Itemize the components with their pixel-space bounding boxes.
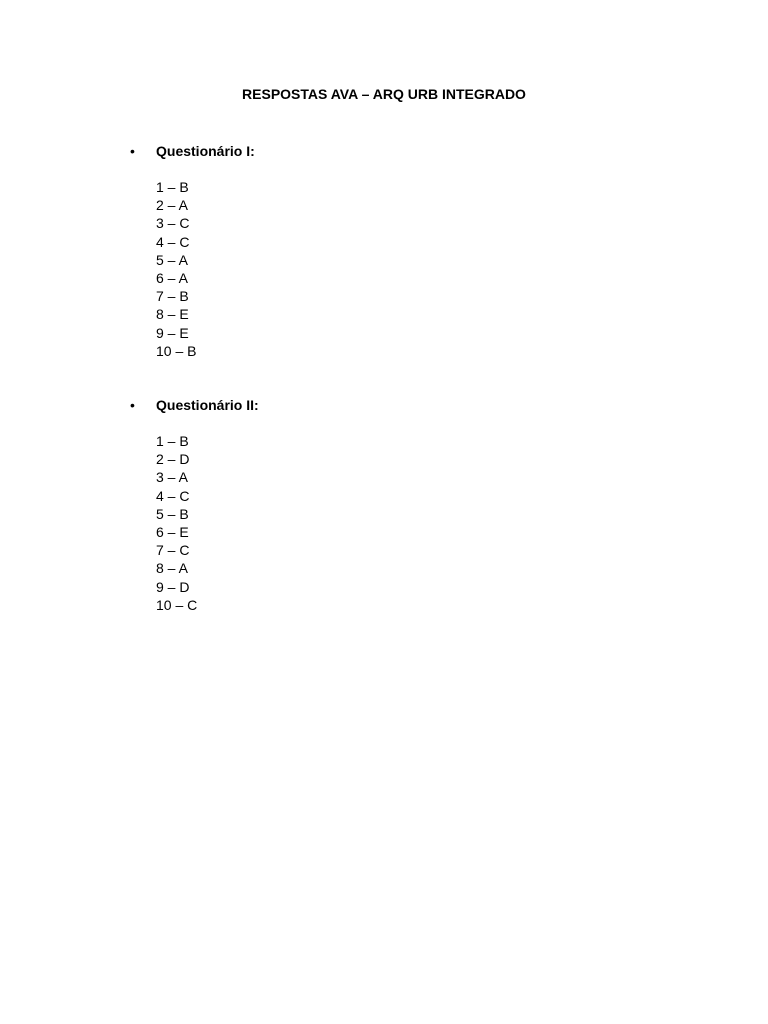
bullet-icon: • — [130, 143, 135, 159]
questionnaire-section-2 — [0, 396, 768, 613]
answer-item: 4 – C — [156, 487, 190, 504]
answer-item: 7 – C — [156, 542, 190, 559]
answer-item: 6 – E — [156, 524, 189, 541]
section-heading-text: Questionário II: — [156, 397, 259, 413]
answer-item: 4 – C — [156, 233, 190, 250]
answer-item: 8 – E — [156, 306, 189, 323]
section-heading — [0, 396, 768, 414]
answer-item: 2 – D — [156, 451, 190, 468]
answer-item: 3 – C — [156, 215, 190, 232]
answer-item: 10 – B — [156, 342, 197, 359]
answer-item: 1 – B — [156, 179, 189, 195]
document-title: RESPOSTAS AVA – ARQ URB INTEGRADO — [242, 86, 526, 102]
answer-item: 5 – B — [156, 505, 189, 522]
answer-item: 3 – A — [156, 469, 188, 486]
answer-list — [156, 178, 196, 360]
answer-item: 1 – B — [156, 433, 189, 449]
section-heading — [0, 142, 768, 160]
answer-item: 6 – A — [156, 270, 188, 287]
answer-item: 9 – D — [156, 578, 190, 595]
questionnaire-section-1 — [0, 142, 768, 359]
section-heading-text: Questionário I: — [156, 143, 255, 159]
answer-item: 9 – E — [156, 324, 189, 341]
answer-list — [156, 432, 197, 614]
answer-item: 2 – A — [156, 197, 188, 214]
answer-item: 8 – A — [156, 560, 188, 577]
answer-item: 7 – B — [156, 288, 189, 305]
answer-item: 10 – C — [156, 596, 198, 613]
answer-item: 5 – A — [156, 251, 188, 268]
bullet-icon: • — [130, 397, 135, 413]
